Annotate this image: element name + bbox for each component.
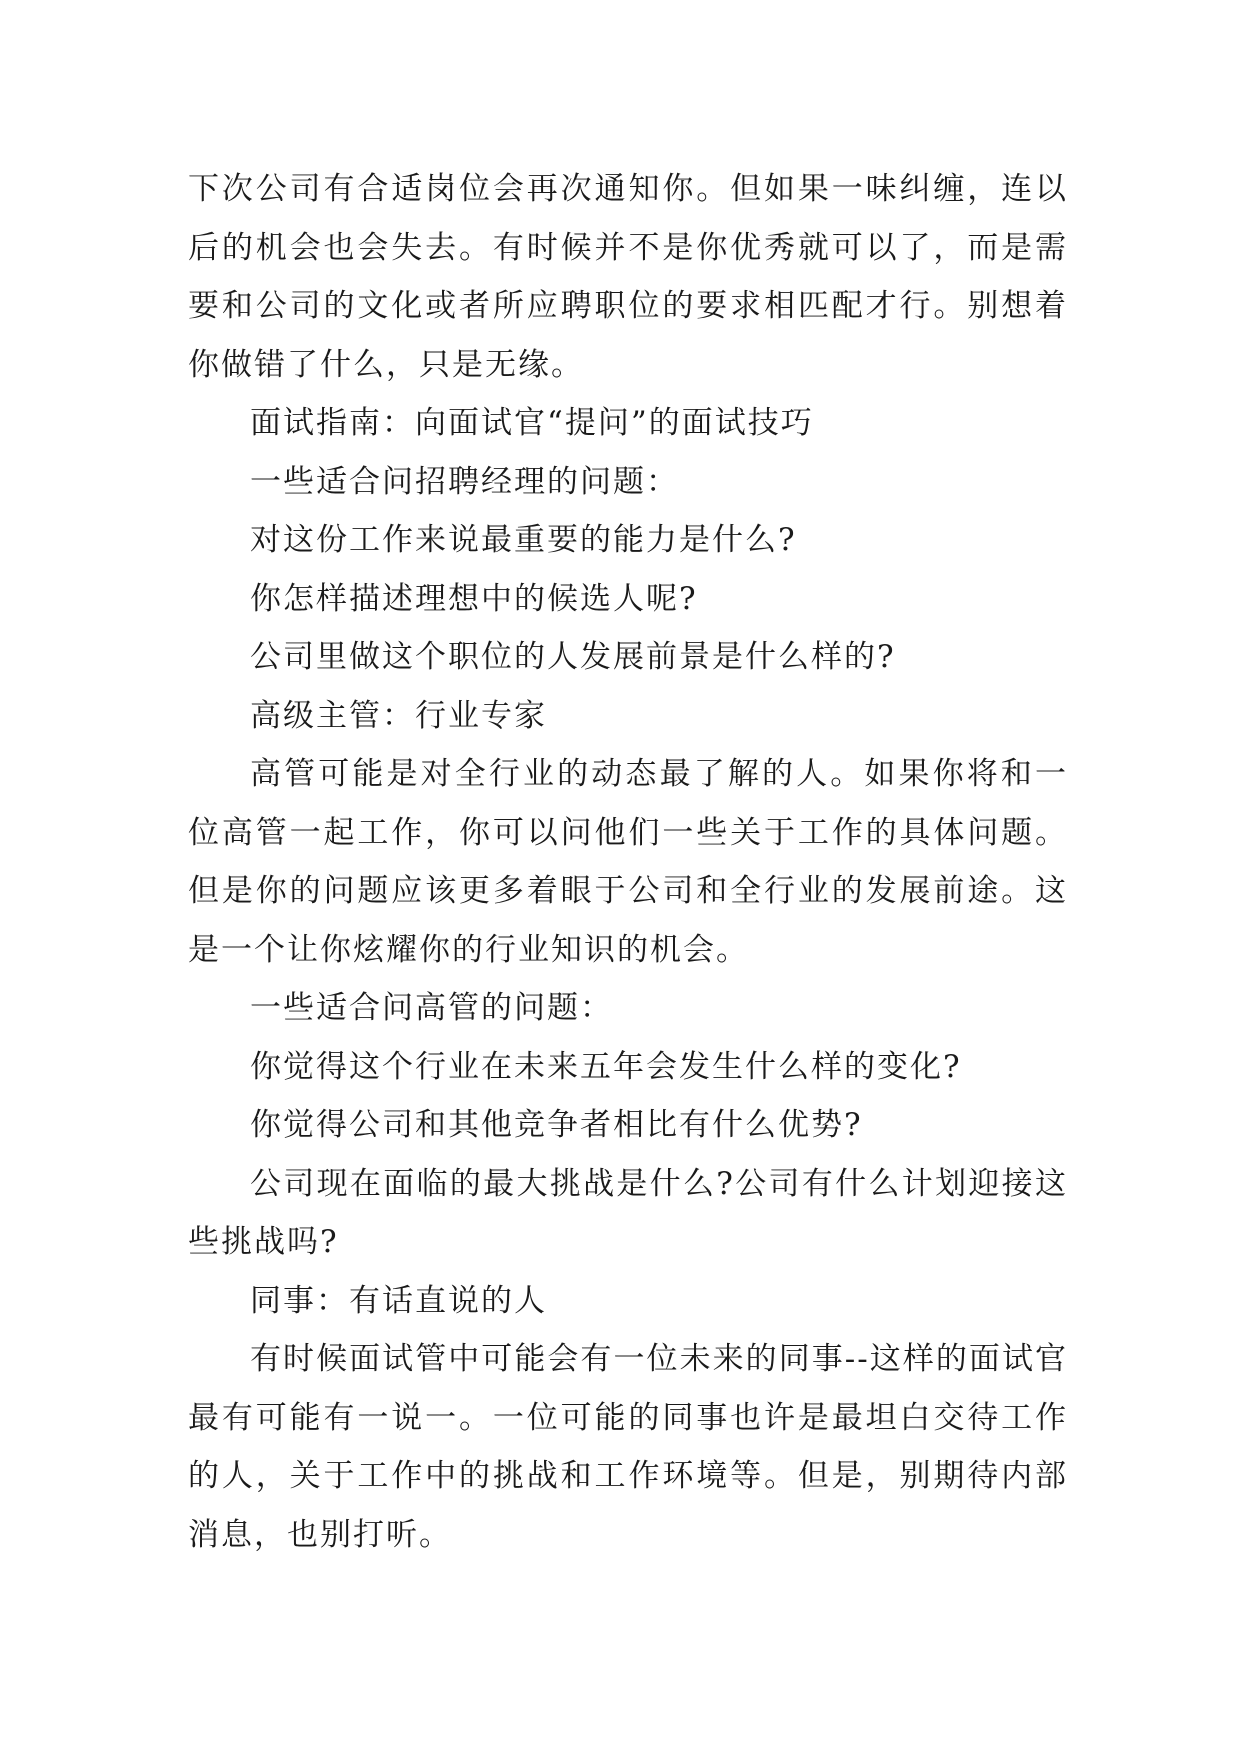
question-item: 你觉得这个行业在未来五年会发生什么样的变化? [250,1048,962,1085]
question-item: 你觉得公司和其他竞争者相比有什么优势? [250,1107,863,1143]
document-body [188,160,1068,1564]
section-heading-interview-guide: 面试指南：向面试官“提问”的面试技巧 [250,405,814,441]
question-item: 你怎样描述理想中的候选人呢? [250,580,698,617]
question-item: 公司里做这个职位的人发展前景是什么样的? [250,639,896,675]
paragraph-hiring-manager-intro: 一些适合问招聘经理的问题： [250,463,679,500]
section-heading-colleague: 同事：有话直说的人 [250,1282,547,1319]
paragraph-colleague: 有时候面试管中可能会有一位未来的同事--这样的面试官最有可能有一说一。一位可能的同事也许是最坦白交待工作的人，关于工作中的挑战和工作环境等。但是，别期待内部消息，也别打听。 [188,1341,1068,1553]
paragraph-executive-intro: 一些适合问高管的问题： [250,990,613,1026]
paragraph-continuation: 下次公司有合适岗位会再次通知你。但如果一味纠缠，连以后的机会也会失去。有时候并不是你优秀就可以了，而是需要和公司的文化或者所应聘职位的要求相匹配才行。别想着你做错了什么，只是无缘。 [188,171,1068,383]
question-item: 对这份工作来说最重要的能力是什么? [250,522,797,558]
section-heading-senior-executive: 高级主管：行业专家 [250,697,547,734]
paragraph-senior-executive: 高管可能是对全行业的动态最了解的人。如果你将和一位高管一起工作，你可以问他们一些关于工作的具体问题。但是你的问题应该更多着眼于公司和全行业的发展前途。这是一个让你炫耀你的行业知识的机会。 [188,756,1068,968]
question-item: 公司现在面临的最大挑战是什么?公司有什么计划迎接这些挑战吗? [188,1165,1068,1260]
